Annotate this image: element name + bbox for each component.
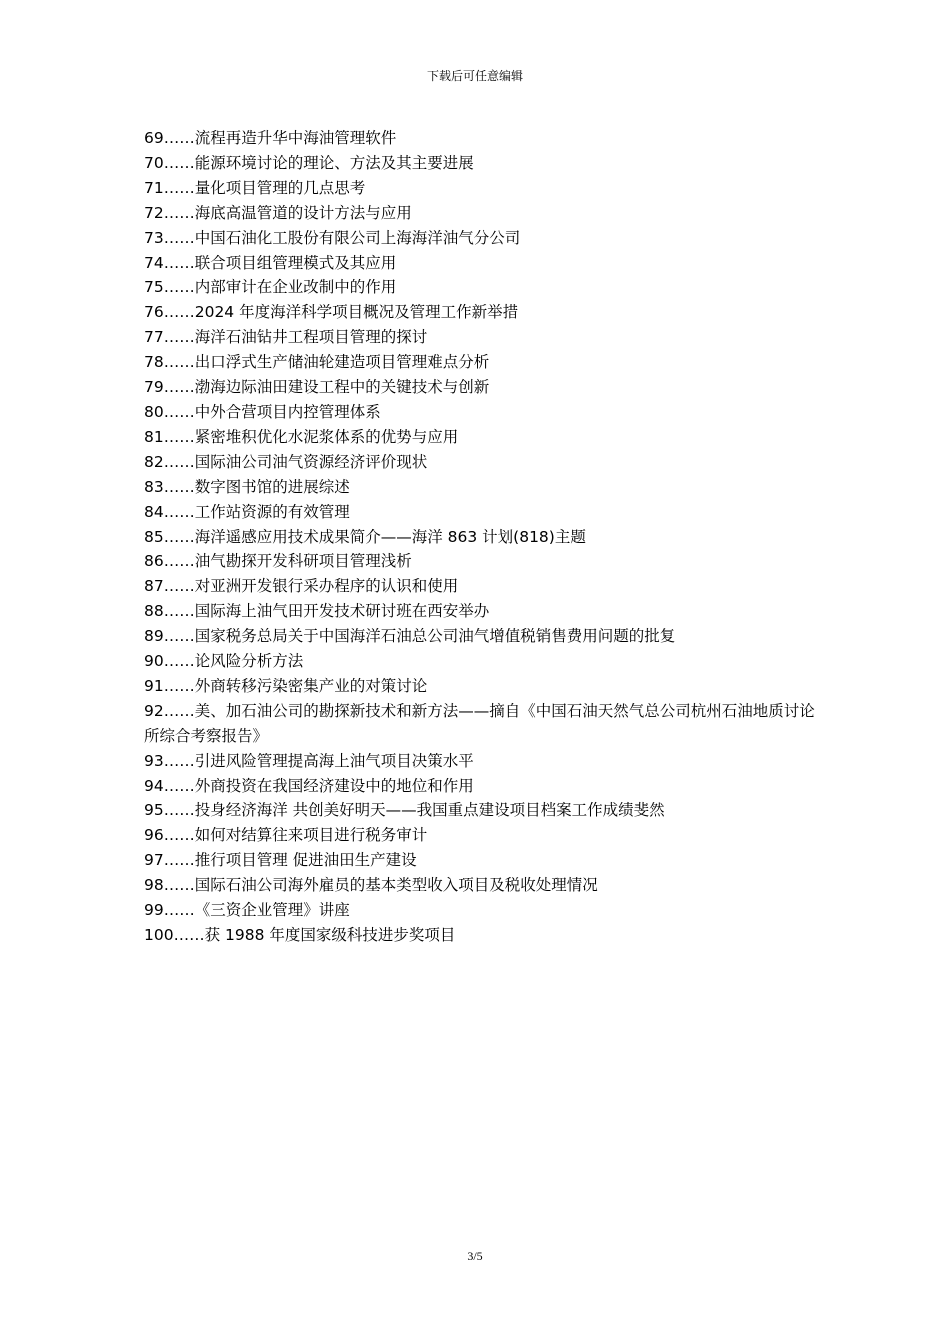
list-item: 75……内部审计在企业改制中的作用 — [144, 278, 397, 297]
list-item: 79……渤海边际油田建设工程中的关键技术与创新 — [144, 378, 490, 397]
list-item: 97……推行项目管理 促进油田生产建设 — [144, 851, 417, 870]
page-header: 下载后可任意编辑 — [426, 69, 523, 83]
list-item: 82……国际油公司油气资源经济评价现状 — [144, 452, 428, 471]
list-item: 72……海底高温管道的设计方法与应用 — [144, 203, 412, 222]
list-item: 87……对亚洲开发银行采办程序的认识和使用 — [144, 577, 459, 596]
list-item: 77……海洋石油钻井工程项目管理的探讨 — [144, 328, 428, 347]
list-item: 98……国际石油公司海外雇员的基本类型收入项目及税收处理情况 — [144, 876, 598, 895]
list-item: 83……数字图书馆的进展综述 — [144, 477, 350, 496]
list-item: 70……能源环境讨论的理论、方法及其主要进展 — [144, 153, 474, 172]
list-item: 78……出口浮式生产储油轮建造项目管理难点分析 — [144, 353, 490, 372]
list-item: 80……中外合营项目内控管理体系 — [144, 402, 381, 421]
list-item: 73……中国石油化工股份有限公司上海海洋油气分公司 — [144, 228, 521, 247]
list-item: 88……国际海上油气田开发技术研讨班在西安举办 — [144, 602, 490, 621]
list-item: 84……工作站资源的有效管理 — [144, 502, 350, 521]
list-item: 93……引进风险管理提高海上油气项目决策水平 — [144, 751, 474, 770]
list-item: 95……投身经济海洋 共创美好明天——我国重点建设项目档案工作成绩斐然 — [144, 801, 665, 820]
list-item: 96……如何对结算往来项目进行税务审计 — [144, 826, 428, 845]
list-item: 90……论风险分析方法 — [144, 652, 304, 671]
list-item: 92……美、加石油公司的勘探新技术和新方法——摘自《中国石油天然气总公司杭州石油地质讨论所综合考察报告》 — [144, 701, 815, 745]
list-item: 91……外商转移污染密集产业的对策讨论 — [144, 676, 428, 695]
page-number: 3/5 — [467, 1249, 483, 1263]
list-item: 76……2024 年度海洋科学项目概况及管理工作新举措 — [144, 303, 519, 322]
list-item: 69……流程再造升华中海油管理软件 — [144, 129, 397, 147]
list-item: 100……获 1988 年度国家级科技进步奖项目 — [144, 926, 456, 944]
list-item: 81……紧密堆积优化水泥浆体系的优势与应用 — [144, 427, 459, 446]
list-item: 86……油气勘探开发科研项目管理浅析 — [144, 552, 412, 571]
list-item: 74……联合项目组管理模式及其应用 — [144, 253, 397, 272]
list-item: 94……外商投资在我国经济建设中的地位和作用 — [144, 776, 474, 795]
toc-list — [144, 126, 824, 948]
list-item: 89……国家税务总局关于中国海洋石油总公司油气增值税销售费用问题的批复 — [144, 627, 676, 646]
list-item: 85……海洋遥感应用技术成果简介——海洋 863 计划(818)主题 — [144, 527, 586, 546]
list-item: 99……《三资企业管理》讲座 — [144, 901, 350, 920]
list-item: 71……量化项目管理的几点思考 — [144, 178, 366, 197]
